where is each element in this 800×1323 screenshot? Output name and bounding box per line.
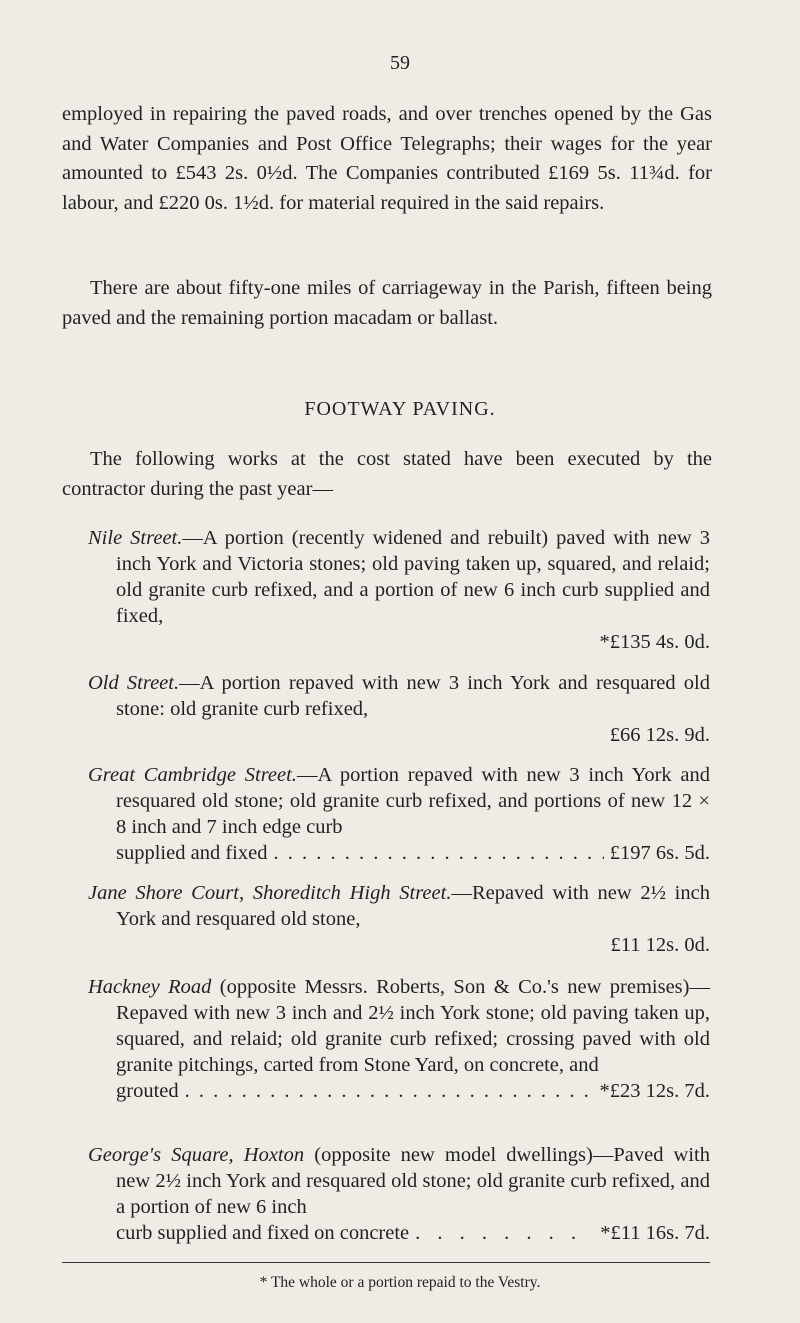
intro-paragraph-2: There are about fifty-one miles of carriageway in the Parish, fifteen being paved and the remaining portion macadam or ballast. xyxy=(62,277,712,329)
entry-text xyxy=(88,762,710,840)
entry-description: —A portion (recently widened and rebuilt) paved with new 3 inch York and Victoria stones; old paving taken up, squared, and relaid; old granite curb refixed, and a portion of new 6 inch curb supplied and fixed, xyxy=(116,527,710,627)
page-number: 59 xyxy=(390,52,410,74)
entry-last-line-text: curb supplied and fixed on concrete xyxy=(116,1222,410,1244)
section-intro: The following works at the cost stated have been executed by the contractor during the past year— xyxy=(62,448,712,500)
footnote: * The whole or a portion repaid to the Vestry. xyxy=(259,1274,541,1291)
entry-text xyxy=(88,974,710,1078)
entry-amount: £66 12s. 9d. xyxy=(609,724,710,746)
entry-name: Old Street. xyxy=(88,672,180,694)
works-entry-nile-street xyxy=(88,525,710,655)
works-entry-great-cambridge-street xyxy=(88,762,710,866)
entry-amount: £197 6s. 5d. xyxy=(609,842,710,864)
section-heading: FOOTWAY PAVING. xyxy=(304,398,496,420)
intro-paragraph-1: employed in repairing the paved roads, and over trenches opened by the Gas and Water Companies and Post Office Telegraphs; their wages for the year amounted to £543 2s. 0½d. The Companies contributed £169 5s. 11¾d. for labour, and £220 0s. 1½d. for material required in the said repairs. xyxy=(62,103,712,214)
entry-text xyxy=(88,525,710,629)
entry-description: (opposite new model dwellings)—Paved with new 2½ inch York and resquared old stone; old granite curb refixed, and a portion of new 6 inch xyxy=(116,1144,711,1218)
entry-description: —A portion repaved with new 3 inch York and resquared old stone: old granite curb refixed, xyxy=(116,672,710,720)
entry-amount: £11 12s. 0d. xyxy=(610,934,710,956)
entry-description: —Repaved with new 2½ inch York and resquared old stone, xyxy=(116,882,710,930)
works-entry-jane-shore-court xyxy=(88,880,710,958)
entry-amount: *£135 4s. 0d. xyxy=(599,631,710,653)
leader-dots xyxy=(185,1078,594,1104)
leader-dots xyxy=(415,1220,594,1246)
entry-name: Nile Street. xyxy=(88,527,183,549)
leader-dots xyxy=(273,840,603,866)
entry-text xyxy=(88,1142,710,1220)
entry-name: Jane Shore Court, Shoreditch High Street. xyxy=(88,882,452,904)
works-entry-old-street xyxy=(88,670,710,748)
footnote-divider xyxy=(62,1262,710,1263)
works-entry-hackney-road xyxy=(88,974,710,1104)
entry-description: —A portion repaved with new 3 inch York and resquared old stone; old granite curb refixed, and portions of new 12 × 8 inch and 7 inch edge curb xyxy=(116,764,710,838)
works-entry-georges-square xyxy=(88,1142,710,1246)
entry-text xyxy=(88,670,710,722)
entry-name: Hackney Road xyxy=(88,976,212,998)
entry-text xyxy=(88,880,710,932)
entry-last-line xyxy=(88,1220,710,1246)
entry-name: Great Cambridge Street. xyxy=(88,764,297,786)
entry-name: George's Square, Hoxton xyxy=(88,1144,305,1166)
entry-description: (opposite Messrs. Roberts, Son & Co.'s new premises)—Repaved with new 3 inch and 2½ inch York stone; old paving taken up, squared, and relaid; old granite curb refixed; crossing paved with old granite pitchings, carted from Stone Yard, on concrete, and xyxy=(116,976,710,1076)
entry-last-line-text: grouted xyxy=(116,1080,179,1102)
entry-last-line-text: supplied and fixed xyxy=(116,842,268,864)
entry-amount: *£23 12s. 7d. xyxy=(599,1080,710,1102)
entry-amount: *£11 16s. 7d. xyxy=(600,1222,710,1244)
entry-last-line xyxy=(88,840,710,866)
entry-last-line xyxy=(88,1078,710,1104)
